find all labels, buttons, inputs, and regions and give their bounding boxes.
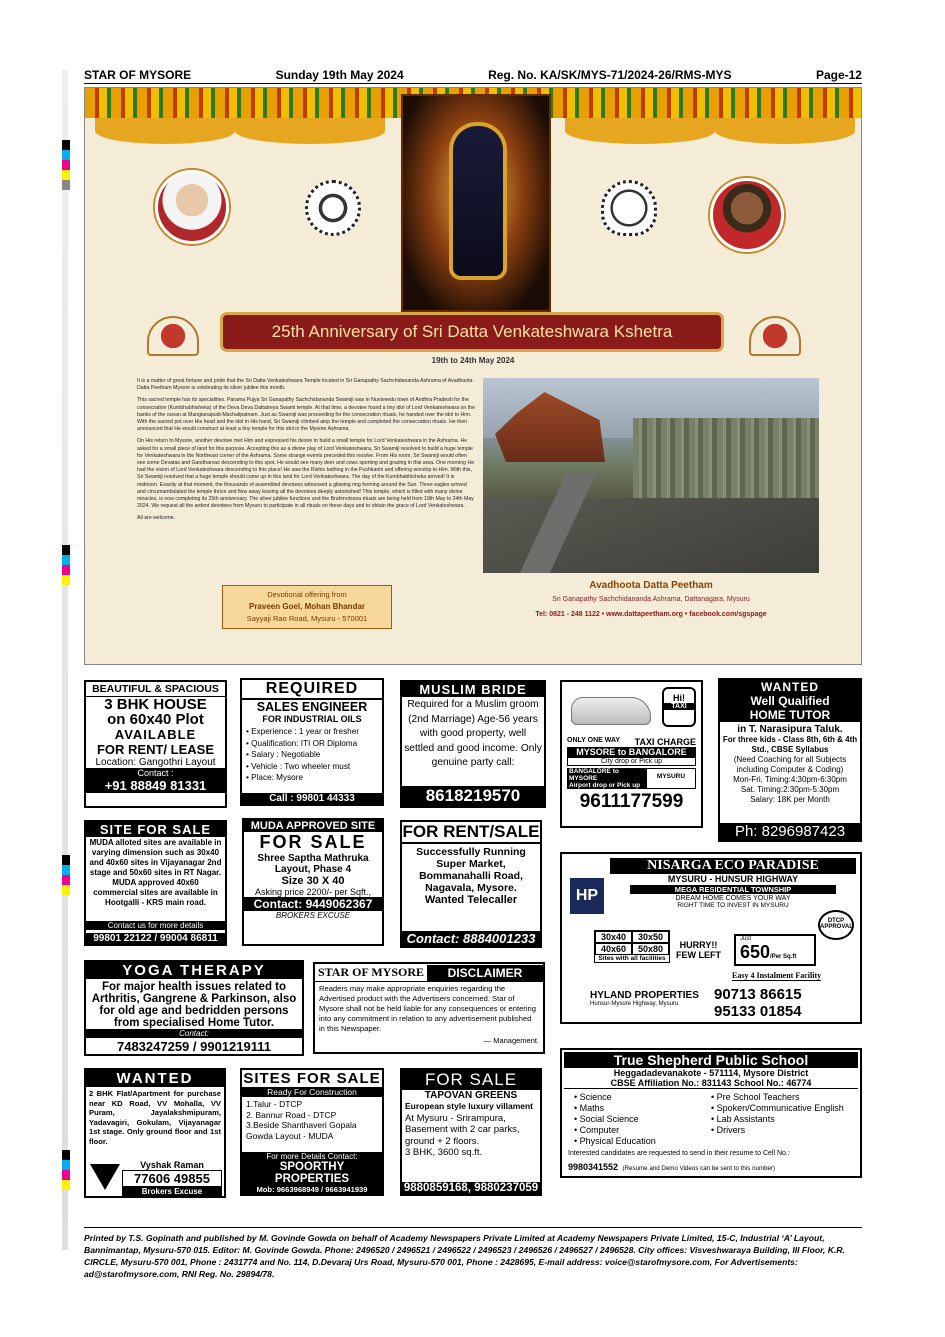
deity-image: [401, 94, 551, 312]
registration-strip: [62, 70, 68, 1250]
peetham-emblem-icon: [147, 316, 199, 356]
anniversary-banner: [84, 87, 862, 665]
page-number: Page-12: [815, 67, 862, 82]
page-header: [84, 66, 862, 84]
vyshak-logo-icon: [90, 1164, 120, 1190]
peetham-emblem-icon: [749, 316, 801, 356]
color-bar: [62, 855, 70, 895]
ad-home-tutor: WANTED Well Qualified HOME TUTOR in T. Narasipura Taluk. For three kids - Class 8th, 6th & 4th Std., CBSE Syllabus (Need Coaching for all Subjects including Computer & Coding) Mon-Fri, Timing:4:30pm-6:30pm Sat. Timing:2:30pm-5:30pm Salary: 18K per Month Ph: 8296987423: [718, 678, 862, 842]
ad-supermarket-rent: FOR RENT/SALE Successfully Running Super Market, Bommanahalli Road, Nagavala, Mysore. Wanted Telecaller Contact: 8884001233: [400, 820, 542, 948]
devotee-portrait: [710, 178, 784, 252]
ad-taxi-service: Hi! TAXI ONLY ONE WAY TAXI CHARGE MYSORE to BANGALORE City drop or Pick up BANGALORE to MYSORE Airport drop or Pick up MYSURU 9611177599: [560, 680, 703, 828]
ad-true-shepherd-school: True Shepherd Public School Heggadadevanakote - 571114, Mysore District CBSE Affiliation No.: 831143 School No.: 46774 • Science • Maths • Social Science • Computer • Physical Education • Pre School Teachers • Spoken/Communicative English • Lab Assistants • Drivers Interested candidates are requested to send in their resume to Cell No.: 9980341552 (Resume and Demo Videos can be sent to this number): [560, 1048, 862, 1178]
color-bar: [62, 545, 70, 585]
color-bar: [62, 1150, 70, 1190]
ad-3bhk-house: BEAUTIFUL & SPACIOUS 3 BHK HOUSE on 60x40 Plot AVAILABLE FOR RENT/ LEASE Location: Gangothri Layout Contact : +91 88849 81331: [84, 680, 227, 808]
ad-disclaimer: STAR OF MYSORE DISCLAIMER Readers may make appropriate enquiries regarding the Advertised product with the Advertisers concerned. Star of Mysore shall not be held liable for any consequences or entering into any commitment in relation to any advertisement published in this Newspaper. — Management: [313, 962, 545, 1054]
conch-icon: [601, 180, 657, 236]
ad-wanted-flat: WANTED 2 BHK Flat/Apartment for purchase near KD Road, VV Mohalla, VV Puram, Jayalakshmipuram, Yadavagiri, Gokulam, Vijayanagar 1st stage. Only ground floor and 1st floor. Vyshak Raman 77606 49855 Brokers Excuse: [84, 1068, 226, 1198]
article-body: It is a matter of great fortune and pride that the Sri Datta Venkateshwara Temple located in Sri Ganapathy Sachchidananda Ashrama of Avadhoota Datta Peetham Mysore is celebrating its silver jubilee this month. This sacred temple has its specialities. Parama Pujya Sri Ganapathy Sachchidananda Swamiji was in Nuniveedu town of Andhra Pradesh for the consecration (Kumbhabhisheka) of the Deva Deva Dattatreya Swami temple. At that time, a devotee found a tiny idol of Lord Venkateshwara on the banks of the ocean at Mangianapudi-Machalipatnam. Just as Swamiji was proceeding for the consecration rituals, he handed over the idol to Him. With the sacred pot over His head and the idol in His hand, Sri Swamiji climbed atop the temple and completed the consecration rituals. He then announced that He would construct at least a tiny temple for this idol in the Mysore Ashrama. On His return to Mysore, another devotee met Him and expressed his desire to build a small temple for Lord Venkateshwara in the Ashrama. He asked for a small piece of land for this purpose. Accepting this as a divine play of Lord Venkateshwara, Sri Swamiji resolved to build a huge temple for Venkateshwara in the Northeast corner of the Ashrama. Some strange events preceded this resolve. From His room, Sri Swamiji would often see some Devatas and Gandharvas descending to this spot. He would see many deer and cows sporting and grazing in this area. One morning He had the vision of Lord Venkateshwara descending to this place! He saw the Rishis bathing in the Pushkarini and offering worship to Him. With this, Sri Swamiji resolved that a huge temple should come up in this land for Lord Venkateshwara. The day of the Kumbhabhisheka arrived! It is midnoon. Exactly at that moment, the thousands of assembled devotees witnessed a glowing ring forming around the Sun. Three eagles arrived and circumambulated the temple thrice and flew away leaving all the devotees deeply astonished! This temple, which is filled with many divine miracles, is now completing its 25th anniversary. The silver jubilee functions and the Brahmotsava rituals are being held from 19th May to 24th May 2024. We request all the ardent devotees from Mysuru to participate in all rituals on these days and to obtain the grace of Lord Venkateshwara. All are welcome.: [137, 378, 475, 522]
ad-tapovan-greens: FOR SALE TAPOVAN GREENS European style luxury villament At Mysuru - Srirampura, Basement with 2 car parks, ground + 2 floors. 3 BHK, 3600 sq.ft. 9880859168, 9880237059: [400, 1068, 542, 1196]
issue-date: Sunday 19th May 2024: [275, 67, 404, 82]
color-bar: [62, 140, 70, 190]
imprint-footer: Printed by T.S. Gopinath and published by M. Govinde Gowda on behalf of Academy Newspapers Private Limited at Academy Newspapers Private Limited, 15-C, Industrial ‘A’ Layout, Bannimantap, Mysuru-570 015. Editor: M. Govinde Gowda. Phone: 2496520 / 2496521 / 2496522 / 2496523 / 2496526 / 2496527 / 2496528. City offices: Visveshwaraya Building, III Floor, K.R. CIRCLE, Mysuru-570 001, Phone : 2431774 and No. 114, D.Devaraj Urs Road, Mysuru-570 001, Phone : 2428695, E-mail address: voice@starofmysore.com, For Advertisements: ad@starofmysore.com, RNI Reg. No. 29894/78.: [84, 1227, 862, 1280]
peetham-details: Avadhoota Datta Peetham Sri Ganapathy Sachchidananda Ashrama, Dattanagara, Mysuru Tel: 0821 - 248 1122 • www.dattapeetham.org • facebook.com/sgspage: [535, 580, 767, 618]
registration-number: Reg. No. KA/SK/MYS-71/2024-26/RMS-MYS: [488, 67, 732, 82]
event-dates: 19th to 24th May 2024: [431, 356, 515, 365]
ad-nisarga-eco-paradise: HP NISARGA ECO PARADISE MYSURU - HUNSUR HIGHWAY MEGA RESIDENTIAL TOWNSHIP DREAM HOME COMES YOUR WAY RIGHT TIME TO INVEST IN MYSURU DTCP APPROVAL 30x40 30x50 40x60 50x80 Sites with all facilities HURRY!! FEW LEFT Just 650/Per Sq.ft Easy 4 Instalment Facility HYLAND PROPERTIES Hunsur-Mysore Highway, Mysuru 90713 86615 95133 01854: [560, 852, 862, 1024]
ad-sales-engineer: REQUIRED SALES ENGINEER FOR INDUSTRIAL OILS • Experience : 1 year or fresher • Qualification: ITI OR Diploma • Salary : Negotiable • Vehicle : Two wheeler must • Place: Mysore Call : 99801 44333: [240, 678, 384, 806]
chakra-icon: [305, 180, 361, 236]
ad-site-for-sale: SITE FOR SALE MUDA alloted sites are available in varying dimension such as 30x40 and 40x60 sites in Vijayanagar 2nd stage and 50x60 sites in RT Nagar. MUDA approved 40x60 commercial sites are available in Hootgalli - KRS main road. Contact us for more details 99801 22122 / 99004 86811: [84, 820, 227, 946]
car-icon: [571, 697, 651, 725]
ad-sites-for-sale: SITES FOR SALE Ready For Construction 1.Talur - DTCP 2. Bannur Road - DTCP 3.Beside Shanthaveri Gopala Gowda Layout - MUDA For more Details Contact: SPOORTHY PROPERTIES Mob: 9663968949 / 9663941939: [240, 1068, 384, 1196]
anniversary-title: 25th Anniversary of Sri Datta Venkateshwara Kshetra: [223, 315, 721, 349]
swamiji-portrait: [155, 170, 229, 244]
ad-muda-site: MUDA APPROVED SITE FOR SALE Shree Saptha Mathruka Layout, Phase 4 Size 30 X 40 Asking price 2200/- per Sqft., Contact: 9449062367 BROKERS EXCUSE: [242, 818, 384, 946]
hyland-logo: HP: [570, 878, 604, 914]
ad-muslim-bride: MUSLIM BRIDE Required for a Muslim groom (2nd Marriage) Age-56 years with good property, well settled and good income. Only genuine party call: 8618219570: [400, 680, 546, 808]
offering-box: Devotional offering from Praveen Goel, Mohan Bhandar Sayyaji Rao Road, Mysuru - 570001: [222, 585, 392, 629]
ad-yoga-therapy: YOGA THERAPY For major health issues related to Arthritis, Gangrene & Parkinson, also for old age and bedridden persons from specialised Home Tutor. Contact: 7483247259 / 9901219111: [84, 960, 304, 1056]
paper-name: STAR OF MYSORE: [84, 67, 192, 82]
